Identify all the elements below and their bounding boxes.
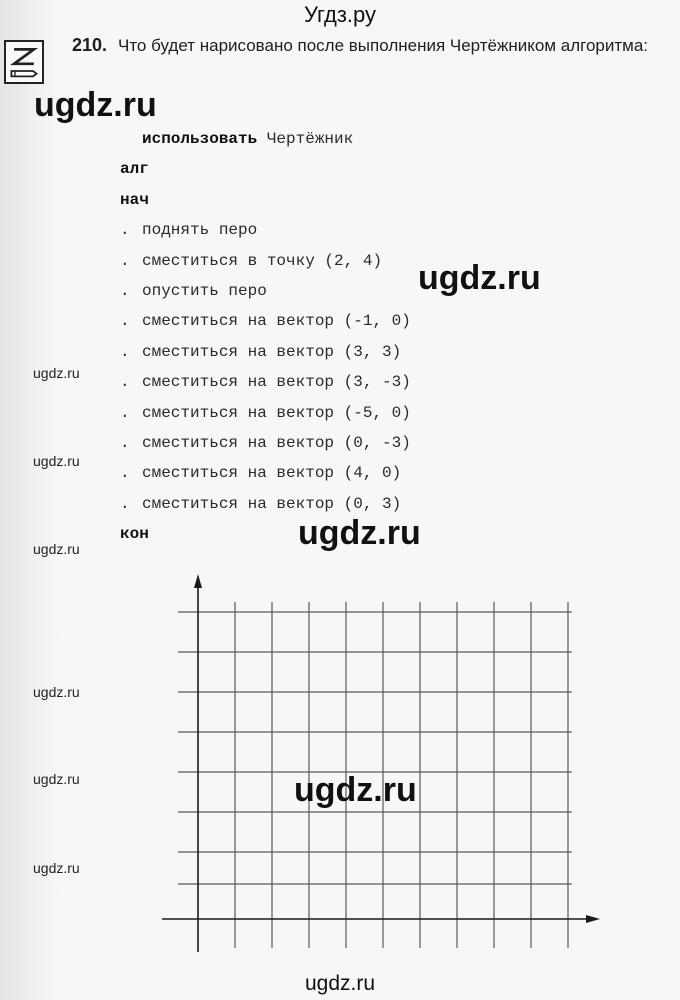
watermark: ugdz.ru <box>294 771 417 809</box>
code-line: . сместиться на вектор (4, 0) <box>120 464 402 483</box>
axes <box>162 582 592 952</box>
code-line: . сместиться на вектор (0, 3) <box>120 494 402 513</box>
x-axis-arrow <box>586 915 600 923</box>
watermark: ugdz.ru <box>298 514 421 552</box>
code-line: использовать Чертёжник <box>142 130 354 148</box>
watermark-small: ugdz.ru <box>33 365 80 381</box>
watermark-small: ugdz.ru <box>33 771 80 787</box>
watermark-small: ugdz.ru <box>33 541 80 557</box>
watermark-small: ugdz.ru <box>33 453 80 469</box>
code-line: . сместиться в точку (2, 4) <box>120 251 383 270</box>
code-line: . поднять перо <box>120 221 258 240</box>
task-question: Что будет нарисовано после выполнения Чертёжником алгоритма: <box>118 36 649 55</box>
code-line: нач <box>120 190 149 209</box>
watermark: ugdz.ru <box>34 86 157 124</box>
watermark: ugdz.ru <box>418 259 541 297</box>
code-line: кон <box>120 525 149 544</box>
watermark-small: ugdz.ru <box>33 684 80 700</box>
y-axis-arrow <box>194 574 202 588</box>
code-line: . сместиться на вектор (-1, 0) <box>120 312 411 331</box>
watermark-small: ugdz.ru <box>33 860 80 876</box>
code-line: . сместиться на вектор (-5, 0) <box>120 403 411 422</box>
task-number: 210. <box>72 35 108 55</box>
site-footer: ugdz.ru <box>304 972 376 995</box>
code-line: . сместиться на вектор (3, -3) <box>120 373 411 392</box>
code-line: . сместиться на вектор (0, -3) <box>120 433 411 452</box>
site-title: Угдз.ру <box>303 2 377 27</box>
code-line: . сместиться на вектор (3, 3) <box>120 342 402 361</box>
code-line: алг <box>120 160 149 179</box>
code-line: . опустить перо <box>120 281 267 300</box>
